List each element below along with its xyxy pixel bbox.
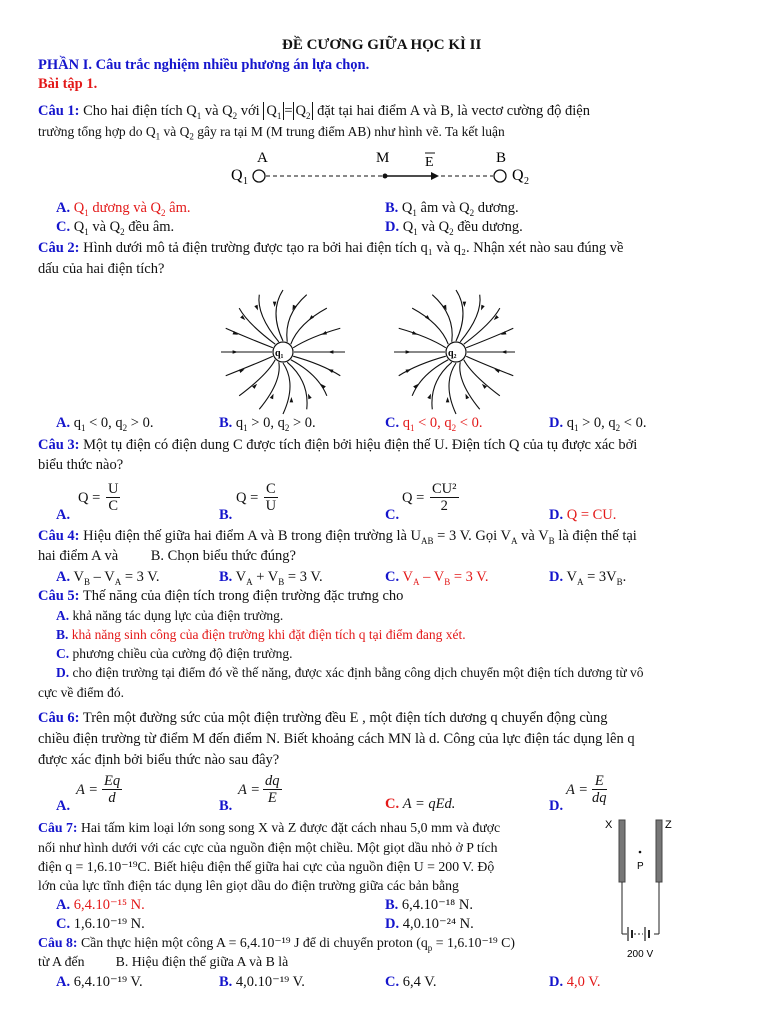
q4-line2: hai điểm A và B. Chọn biểu thức đúng? xyxy=(38,548,296,564)
label-q1: Q xyxy=(231,167,243,184)
svg-text:1: 1 xyxy=(243,176,248,187)
part1-heading: PHẦN I. Câu trắc nghiệm nhiều phương án lựa chọn. xyxy=(38,57,370,73)
q3-line1: Câu 3: Một tụ điện có điện dung C được tích điện bởi hiệu điện thế U. Điện tích Q của tụ được xác bởi xyxy=(38,437,638,453)
charge-q2-circle xyxy=(494,170,506,182)
q6-option-d-frac: $\frac{E}{dq}$ xyxy=(592,773,607,806)
oil-drop-p xyxy=(639,851,642,854)
q1-option-d: D. $Q_1$ và $Q_2$ đều dương. xyxy=(385,219,523,237)
q3-option-c-lhs: Q = xyxy=(402,490,425,506)
q6-option-a-lhs: A = xyxy=(76,782,99,798)
q7-line1: Câu 7: Hai tấm kim loại lớn song song X và Z được đặt cách nhau 5,0 mm và được xyxy=(38,820,501,835)
q1-option-b: B. $Q_1$ âm và $Q_2$ dương. xyxy=(385,200,519,218)
q8-option-c: C. 6,4 V. xyxy=(385,974,437,990)
q2-field-figure xyxy=(385,286,515,416)
svg-text:2: 2 xyxy=(524,176,529,187)
q5-option-d-cont: cực về điểm đó. xyxy=(38,685,125,700)
e-arrow-icon xyxy=(431,172,439,180)
label-e: E xyxy=(425,155,434,170)
q8-option-a: A. 6,4.10⁻¹⁹ V. xyxy=(56,974,143,990)
q5-option-a: A. khả năng tác dụng lực của điện trường. xyxy=(56,608,284,623)
q7-line4: lớn của lực tĩnh điện tác dụng lên giọt dầu do điện trường giữa các bản bằng xyxy=(38,878,459,893)
q3-option-c-letter: C. xyxy=(385,507,400,523)
q7-line3: điện q = 1,6.10⁻¹⁹C. Biết hiệu điện thế giữa hai cực của nguồn điện U = 200 V. Độ xyxy=(38,859,495,874)
label-b: B xyxy=(496,150,507,166)
q2-field-label: q₂ xyxy=(448,348,457,359)
q3-option-a-frac: $\frac{U}{C}$ xyxy=(108,481,119,514)
q4-option-c: C. $V_A - V_B = 3$ V. xyxy=(385,569,489,587)
q2-line2: dấu của hai điện tích? xyxy=(38,261,165,277)
q2-option-d: D. $q_1 > 0$, $q_2 < 0$. xyxy=(549,415,647,433)
q3-option-d: D. Q = CU. xyxy=(549,507,617,523)
q3-option-a-letter: A. xyxy=(56,507,71,523)
q4-option-a: A. $V_B - V_A = 3$ V. xyxy=(56,569,160,587)
q3-line2: biểu thức nào? xyxy=(38,457,124,473)
q2-option-a: A. $q_1 < 0$, $q_2 > 0$. xyxy=(56,415,154,433)
q6-line3: được xác định bởi biểu thức nào sau đây? xyxy=(38,752,280,768)
q8-line2: từ A đến B. Hiệu điện thế giữa A và B là xyxy=(38,954,289,969)
label-m: M xyxy=(376,150,390,166)
label-a: A xyxy=(257,150,268,166)
q6-line1: Câu 6: Trên một đường sức của một điện trường đều E , một điện tích dương q chuyển động cùng xyxy=(38,710,608,726)
q6-option-b-letter: B. xyxy=(219,798,233,814)
q1-option-c: C. $Q_1$ và $Q_2$ đều âm. xyxy=(56,219,175,237)
plate-x-label: X xyxy=(605,819,613,831)
q5-option-c: C. phương chiều của cường độ điện trường. xyxy=(56,646,293,661)
exercise-heading: Bài tập 1. xyxy=(38,76,98,92)
q3-option-c-frac: $\frac{\text{CU²}}{2}$ xyxy=(432,481,457,514)
q6-option-b-lhs: A = xyxy=(238,782,261,798)
q7-option-c: C. 1,6.10⁻¹⁹ N. xyxy=(56,916,145,932)
q3-option-a-lhs: Q = xyxy=(78,490,101,506)
q6-option-a-letter: A. xyxy=(56,798,71,814)
voltage-label: 200 V xyxy=(627,949,654,960)
plate-x xyxy=(619,820,625,882)
q5-option-b: B. khả năng sinh công của điện trường khi đặt điện tích q tại điểm đang xét. xyxy=(56,627,466,642)
q1-figure xyxy=(225,148,545,190)
q6-line2: chiều điện trường từ điểm M đến điểm N. Biết khoảng cách MN là d. Công của lực điện tác dụng lên q xyxy=(38,731,635,747)
q1-line2: trường tổng hợp do $Q_1$ và $Q_2$ gây ra tại M (M trung điểm AB) như hình vẽ. Ta kết luận xyxy=(38,124,505,142)
q8-line1: Câu 8: Cần thực hiện một công A = 6,4.10⁻¹⁹ J để di chuyển proton ($q_p = 1,6.10^{-19}$ C) xyxy=(38,935,515,953)
page-title: ĐỀ CƯƠNG GIỮA HỌC KÌ II xyxy=(282,37,482,53)
q5-line1: Câu 5: Thế năng của điện tích trong điện trường đặc trưng cho xyxy=(38,588,404,604)
q8-option-b: B. 4,0.10⁻¹⁹ V. xyxy=(219,974,305,990)
q6-option-d-lhs: A = xyxy=(566,782,589,798)
q2-line1: Câu 2: Hình dưới mô tả điện trường được tạo ra bởi hai điện tích q₁ và q₂. Nhận xét nào sau đúng về xyxy=(38,240,624,256)
q1-field-figure xyxy=(218,286,348,416)
q1-option-a: A. $Q_1$ dương và $Q_2$ âm. xyxy=(56,200,191,218)
plate-z xyxy=(656,820,662,882)
q1-line1: Câu 1: Cho hai điện tích $Q_1$ và $Q_2$ với $Q_1 = Q_2$ đặt tại hai điểm A và B, là vectơ cường độ điện xyxy=(38,103,590,121)
q7-option-b: B. 6,4.10⁻¹⁸ N. xyxy=(385,897,473,913)
q6-option-d-letter: D. xyxy=(549,798,564,814)
q4-option-d: D. $V_A = 3V_B$. xyxy=(549,569,627,587)
q7-plates-figure xyxy=(583,812,733,962)
q8-option-d: D. 4,0 V. xyxy=(549,974,601,990)
q6-option-a-frac: $\frac{Eq}{d}$ xyxy=(104,773,121,806)
q6-option-b-frac: $\frac{dq}{E}$ xyxy=(265,773,280,806)
q2-option-b: B. $q_1 > 0$, $q_2 > 0$. xyxy=(219,415,316,433)
q7-option-a: A. 6,4.10⁻¹⁵ N. xyxy=(56,897,145,913)
plate-z-label: Z xyxy=(665,819,672,831)
q3-option-b-letter: B. xyxy=(219,507,233,523)
label-q2: Q xyxy=(512,167,524,184)
point-p-label: P xyxy=(637,861,644,872)
q5-option-d: D. cho điện trường tại điểm đó về thế năng, được xác định bằng công dịch chuyển một điện tích dương từ vô xyxy=(56,665,644,680)
q3-option-b-frac: $\frac{C}{U}$ xyxy=(265,481,277,514)
q3-option-b-lhs: Q = xyxy=(236,490,259,506)
charge-q1-circle xyxy=(253,170,265,182)
q2-option-c: C. $q_1 < 0$, $q_2 < 0$. xyxy=(385,415,483,433)
q7-line2: nối như hình dưới với các cực của nguồn điện một chiều. Một giọt dầu nhỏ ở P tích xyxy=(38,840,498,855)
q6-option-c: C. A = qEd. xyxy=(385,796,456,812)
q1-field-label: q₁ xyxy=(275,348,284,359)
q4-line1: Câu 4: Hiệu điện thế giữa hai điểm A và B trong điện trường là $U_{AB} = 3$ V. Gọi $V_A$ và $V_B$ là điện thế tại xyxy=(38,528,637,546)
q7-option-d: D. 4,0.10⁻²⁴ N. xyxy=(385,916,474,932)
q4-option-b: B. $V_A + V_B = 3$ V. xyxy=(219,569,323,587)
